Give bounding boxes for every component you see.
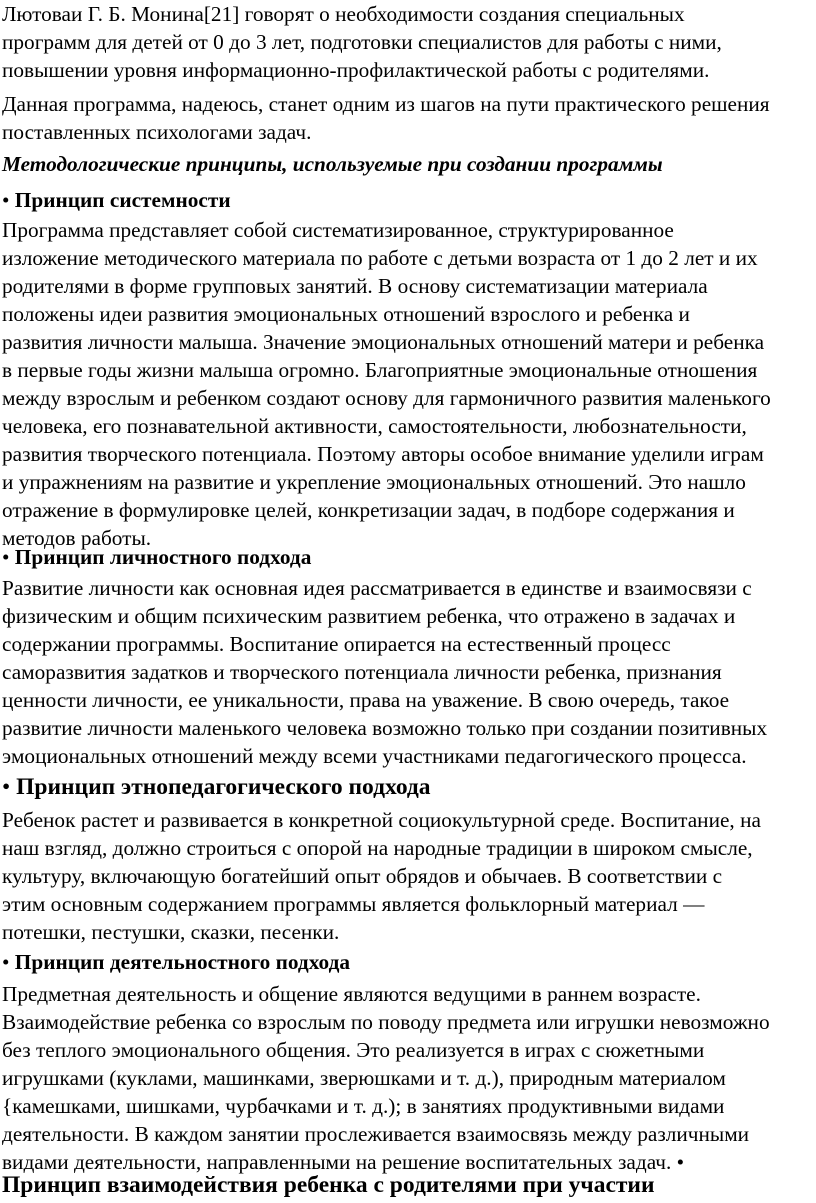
text-line: Лютоваи Г. Б. Монина[21] говорят о необходимости создания специальных bbox=[2, 2, 685, 26]
text-line: видами деятельности, направленными на решение воспитательных задач. • bbox=[2, 1150, 685, 1174]
text-line: {камешками, шишками, чурбачками и т. д.); в занятиях продуктивными видами bbox=[2, 1094, 725, 1118]
heading-text: Принцип личностного подхода bbox=[14, 545, 312, 569]
text-line: ценности личности, ее уникальности, права на уважение. В свою очередь, такое bbox=[2, 688, 730, 712]
text-line: и упражнениям на развитие и укрепление эмоциональных отношений. Это нашло bbox=[2, 470, 746, 494]
text-line: без теплого эмоционального общения. Это реализуется в играх с сюжетными bbox=[2, 1038, 705, 1062]
text-line: Развитие личности как основная идея рассматривается в единстве и взаимосвязи с bbox=[2, 576, 752, 600]
text-line: человека, его познавательной активности, самостоятельности, любознательности, bbox=[2, 414, 747, 438]
text-line: Взаимодействие ребенка со взрослым по поводу предмета или игрушки невозможно bbox=[2, 1010, 770, 1034]
heading-ethnopedagogical-approach bbox=[2, 772, 431, 802]
text-line: эмоциональных отношений между всеми участниками педагогического процесса. bbox=[2, 744, 747, 768]
text-line: Предметная деятельность и общение являются ведущими в раннем возрасте. bbox=[2, 982, 701, 1006]
text-line: культуру, включающую богатейший опыт обрядов и обычаев. В соответствии с bbox=[2, 864, 723, 888]
heading-personal-approach bbox=[2, 543, 311, 571]
paragraph-personal bbox=[2, 574, 767, 770]
text-line: поставленных психологами задач. bbox=[2, 120, 312, 144]
text-line: физическим и общим психическим развитием ребенка, что отражено в задачах и bbox=[2, 604, 736, 628]
text-line: развитие личности маленького человека возможно только при создании позитивных bbox=[2, 716, 768, 740]
text-line: методов работы. bbox=[2, 526, 152, 550]
text-line: потешки, пестушки, сказки, песенки. bbox=[2, 920, 340, 944]
paragraph-intro bbox=[2, 0, 722, 84]
text-line: Данная программа, надеюсь, станет одним из шагов на пути практического решения bbox=[2, 92, 770, 116]
text-line: положены идеи развития эмоциональных отношений взрослого и ребенка и bbox=[2, 302, 690, 326]
heading-text: Принцип этнопедагогического подхода bbox=[16, 774, 431, 800]
text-line: программ для детей от 0 до 3 лет, подготовки специалистов для работы с ними, bbox=[2, 30, 722, 54]
text-line: повышении уровня информационно-профилактической работы с родителями. bbox=[2, 58, 710, 82]
text-line: в первые годы жизни малыша огромно. Благоприятные эмоциональные отношения bbox=[2, 358, 758, 382]
paragraph-ethno bbox=[2, 806, 761, 946]
bullet-icon: • bbox=[2, 950, 10, 974]
heading-activity-approach bbox=[2, 948, 350, 976]
text-line: содержании программы. Воспитание опирается на естественный процесс bbox=[2, 632, 671, 656]
text-line: Ребенок растет и развивается в конкретной социокультурной среде. Воспитание, на bbox=[2, 808, 761, 832]
heading-text: Принцип деятельностного подхода bbox=[14, 950, 350, 974]
paragraph-activity bbox=[2, 980, 770, 1176]
heading-system-principle bbox=[2, 186, 231, 214]
text-line: между взрослым и ребенком создают основу для гармоничного развития маленького bbox=[2, 386, 771, 410]
text-line: родителями в форме групповых занятий. В основу систематизации материала bbox=[2, 274, 708, 298]
heading-text: Принцип системности bbox=[14, 188, 231, 212]
text-line: развития личности малыша. Значение эмоциональных отношений матери и ребенка bbox=[2, 330, 765, 354]
text-line: отражение в формулировке целей, конкретизации задач, в подборе содержания и bbox=[2, 498, 735, 522]
heading-methodological-principles: Методологические принципы, используемые при создании программы bbox=[2, 152, 663, 176]
text-line: изложение методического материала по работе с детьми возраста от 1 до 2 лет и их bbox=[2, 246, 758, 270]
text-line: саморазвития задатков и творческого потенциала личности ребенка, признания bbox=[2, 660, 722, 684]
paragraph-hope bbox=[2, 90, 770, 146]
heading-parent-interaction: Принцип взаимодействия ребенка с родителями при участии bbox=[2, 1172, 655, 1198]
text-line: этим основным содержанием программы является фольклорный материал — bbox=[2, 892, 705, 916]
text-line: развития творческого потенциала. Поэтому авторы особое внимание уделили играм bbox=[2, 442, 764, 466]
text-line: деятельности. В каждом занятии прослеживается взаимосвязь между различными bbox=[2, 1122, 750, 1146]
text-line: наш взгляд, должно строиться с опорой на народные традиции в широком смысле, bbox=[2, 836, 753, 860]
text-line: Программа представляет собой систематизированное, структурированное bbox=[2, 218, 674, 242]
paragraph-system bbox=[2, 216, 771, 552]
text-line: игрушками (куклами, машинками, зверюшками и т. д.), природным материалом bbox=[2, 1066, 726, 1090]
bullet-icon: • bbox=[2, 188, 10, 212]
bullet-icon: • bbox=[2, 545, 10, 569]
bullet-icon: • bbox=[2, 774, 11, 800]
